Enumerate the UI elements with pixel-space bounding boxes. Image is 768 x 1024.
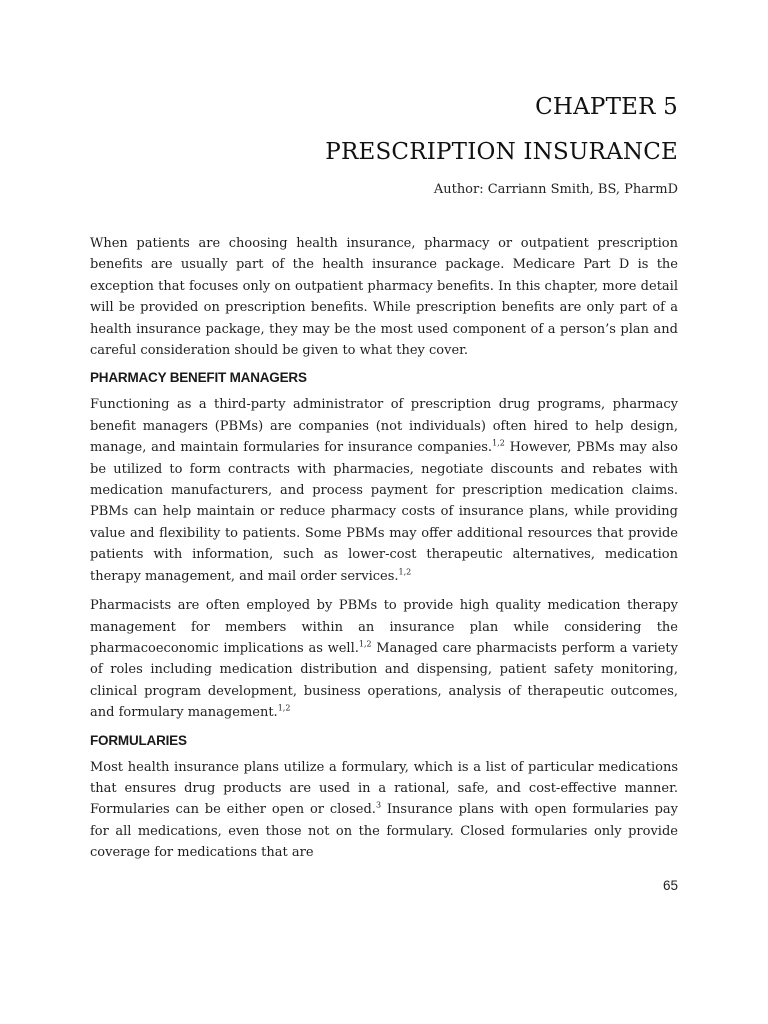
citation: 1,2: [277, 703, 291, 713]
intro-paragraph: [90, 233, 678, 361]
pbm-p2-text-a: Pharmacists are often employed by PBMs to provide high quality medication therapy management for members within an insurance plan while considering the pharmacoeconomic implications as well.: [90, 598, 678, 656]
chapter-title: PRESCRIPTION INSURANCE: [325, 139, 678, 165]
formularies-p1-text-b: Insurance plans with open formularies pay for all medications, even those not on the formulary. Closed formularies only provide coverage for medications that are: [90, 802, 678, 861]
intro-text: When patients are choosing health insurance, pharmacy or outpatient prescription benefits are usually part of the health insurance package. Medicare Part D is the exception that focuses only on outpatient pharmacy benefits. In this chapter, more detail will be provided on prescription benefits. While prescription benefits are only part of a health insurance package, they may be the most used component of a person’s plan and careful consideration should be given to what they cover.: [90, 236, 678, 359]
section-heading-formularies: FORMULARIES: [90, 732, 187, 748]
citation: 3: [375, 801, 382, 811]
pbm-p2-text-b: Managed care pharmacists perform a variety of roles including medication distribution and dispensing, patient safety monitoring, clinical program development, business operations, analysis of therapeutic outcomes, and formulary management.: [90, 640, 678, 721]
chapter-number: CHAPTER 5: [535, 94, 678, 120]
chapter-body: [90, 233, 678, 872]
pbm-paragraph-2: [90, 595, 678, 723]
page-number: 65: [662, 878, 678, 893]
pbm-p1-text-a: Functioning as a third-party administrator of prescription drug programs, pharmacy benefit managers (PBMs) are companies (not individuals) often hired to help design, manage, and maintain formularies for insurance companies.: [90, 397, 678, 456]
citation: 1,2: [358, 639, 372, 649]
formularies-paragraph-1: [90, 757, 678, 864]
citation: 1,2: [398, 567, 412, 577]
citation: 1,2: [492, 438, 505, 448]
pbm-paragraph-1: [90, 394, 678, 587]
pbm-p1-text-b: However, PBMs may also be utilized to form contracts with pharmacies, negotiate discounts and rebates with medication manufacturers, and process payment for prescription medication claims. PBMs can help maintain or reduce pharmacy costs of insurance plans, while providing value and flexibility to patients. Some PBMs may offer additional resources that provide patients with information, such as lower-cost therapeutic alternatives, medication therapy management, and mail order services.: [90, 440, 678, 584]
section-heading-pbm: PHARMACY BENEFIT MANAGERS: [90, 370, 307, 386]
author-line: Author: Carriann Smith, BS, PharmD: [433, 182, 678, 197]
formularies-p1-text-a: Most health insurance plans utilize a formulary, which is a list of particular medications that ensures drug products are used in a rational, safe, and cost-effective manner. Formularies can be either open or closed.: [90, 759, 678, 818]
